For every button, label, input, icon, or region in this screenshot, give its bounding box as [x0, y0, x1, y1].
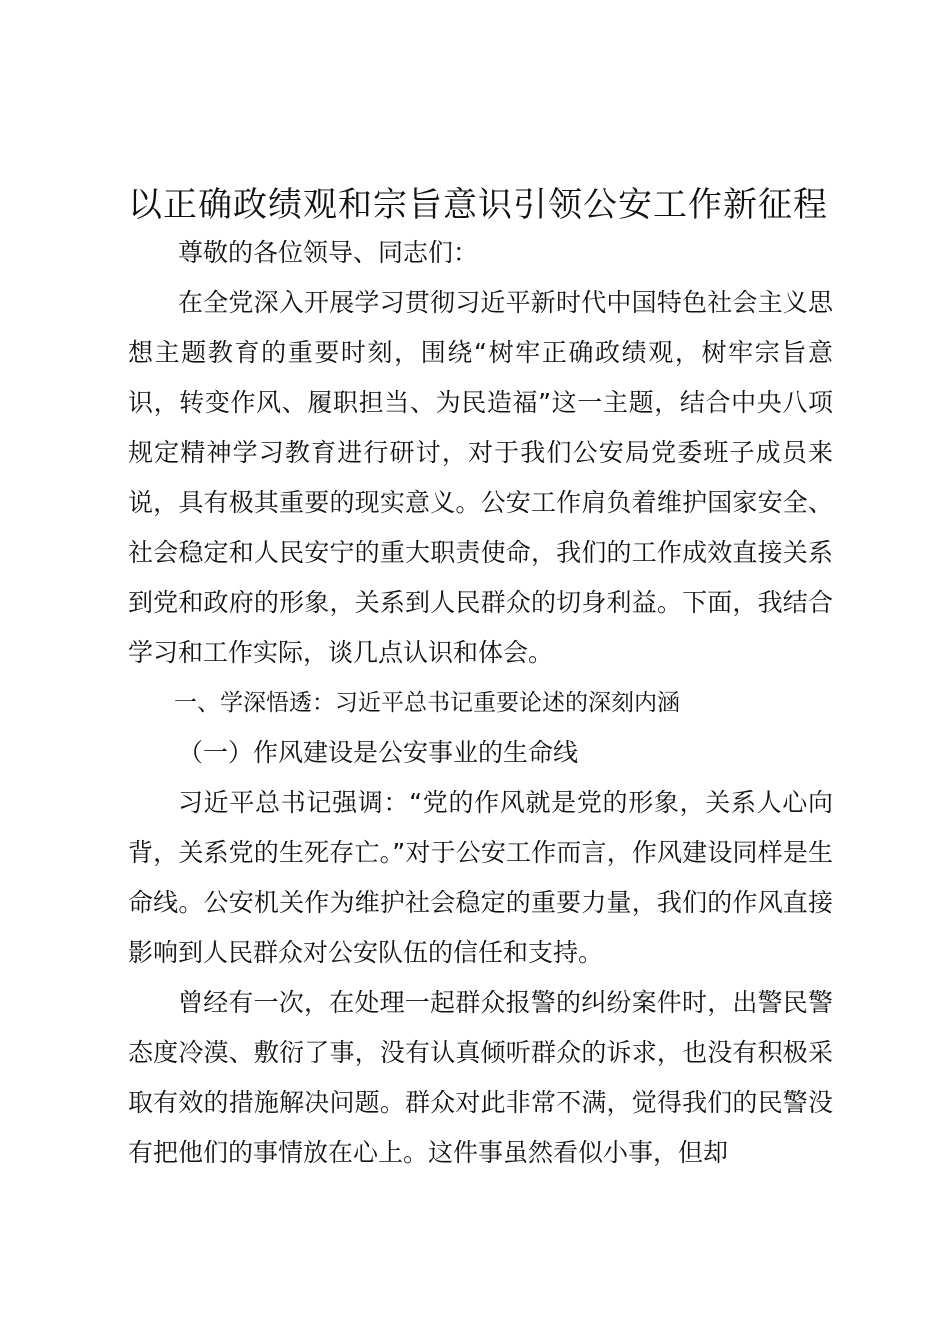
intro-paragraph: 在全党深入开展学习贯彻习近平新时代中国特色社会主义思想主题教育的重要时刻，围绕“树牢正确政绩观，树牢宗旨意识，转变作风、履职担当、为民造福”这一主题，结合中央八项规定精神学习教育进行研讨，对于我们公安局党委班子成员来说，具有极其重要的现实意义。公安工作肩负着维护国家安全、社会稳定和人民安宁的重大职责使命，我们的工作成效直接关系到党和政府的形象，关系到人民群众的切身利益。下面，我结合学习和工作实际，谈几点认识和体会。	[128, 288, 833, 667]
body-paragraph-2: 习近平总书记强调：“党的作风就是党的形象，关系人心向背，关系党的生死存亡。”对于公安工作而言，作风建设同样是生命线。公安机关作为维护社会稳定的重要力量，我们的作风直接影响到人民群众对公安队伍的信任和支持。	[128, 788, 833, 967]
document-title: 以正确政绩观和宗旨意识引领公安工作新征程	[128, 185, 828, 225]
salutation: 尊敬的各位领导、同志们：	[178, 238, 479, 267]
subsection-heading-1: （一）作风建设是公安事业的生命线	[178, 738, 579, 767]
document-body	[128, 228, 833, 1178]
section-heading-1: 一、学深悟透：习近平总书记重要论述的深刻内涵	[174, 690, 680, 716]
body-paragraph-3: 曾经有一次，在处理一起群众报警的纠纷案件时，出警民警态度冷漠、敷衍了事，没有认真倾听群众的诉求，也没有积极采取有效的措施解决问题。群众对此非常不满，觉得我们的民警没有把他们的事情放在心上。这件事虽然看似小事，但却	[128, 988, 833, 1167]
